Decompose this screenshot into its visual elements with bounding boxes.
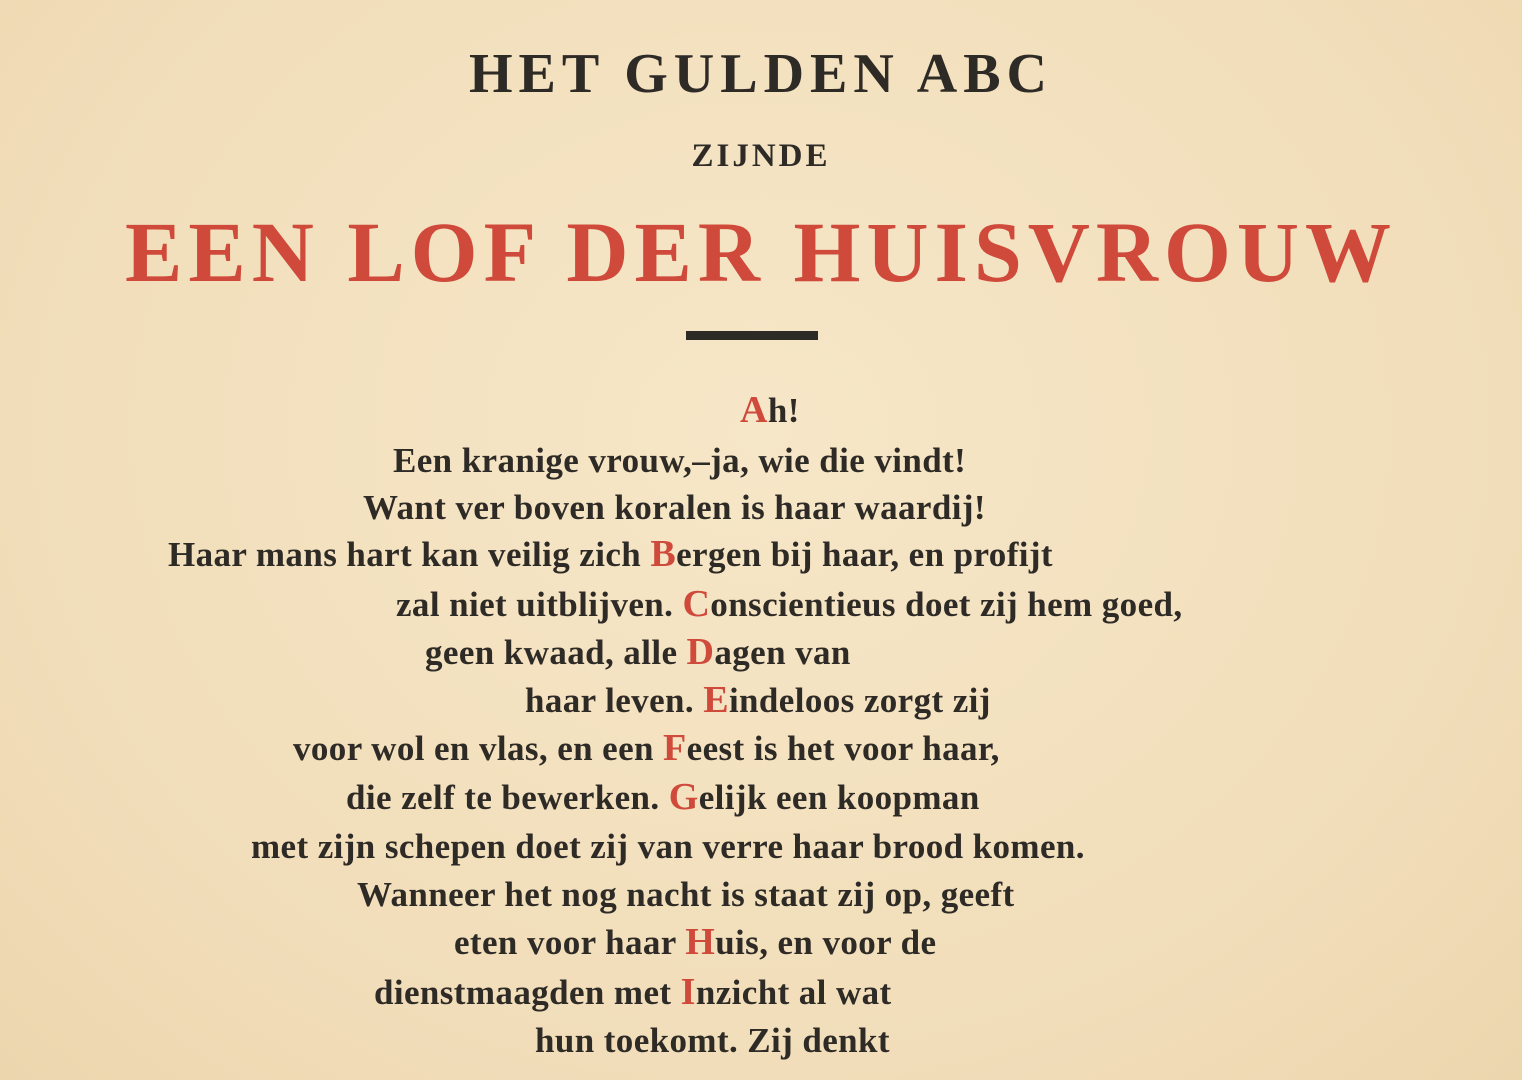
red-initial: H xyxy=(685,921,716,963)
poem-line: dienstmaagden met Inzicht al wat xyxy=(374,971,892,1013)
poem-line: voor wol en vlas, en een Feest is het voor haar, xyxy=(293,727,1000,769)
poem-line: Want ver boven koralen is haar waardij! xyxy=(363,488,986,527)
red-initial: E xyxy=(703,679,729,721)
red-initial: C xyxy=(682,583,711,625)
poem-line: zal niet uitblijven. Conscientieus doet zij hem goed, xyxy=(396,583,1183,625)
poem-line: die zelf te bewerken. Gelijk een koopman xyxy=(346,776,980,818)
red-initial: I xyxy=(680,971,696,1013)
poem-line: eten voor haar Huis, en voor de xyxy=(454,921,937,963)
document-subtitle: ZIJNDE xyxy=(691,138,831,174)
red-initial: D xyxy=(686,631,715,673)
document-heading: EEN LOF DER HUISVROUW xyxy=(124,204,1397,300)
poem-line: Wanneer het nog nacht is staat zij op, geeft xyxy=(357,875,1015,914)
document-title: HET GULDEN ABC xyxy=(469,43,1053,105)
poem-line: hun toekomt. Zij denkt xyxy=(535,1021,890,1060)
red-initial: A xyxy=(740,389,768,431)
poem-line: haar leven. Eindeloos zorgt zij xyxy=(525,679,991,721)
red-initial: B xyxy=(650,533,677,575)
poem-line: Haar mans hart kan veilig zich Bergen bij haar, en profijt xyxy=(168,533,1053,575)
poem-line: Een kranige vrouw,–ja, wie die vindt! xyxy=(393,441,967,480)
red-initial: F xyxy=(663,727,687,769)
red-initial: G xyxy=(668,776,699,818)
poem-line: met zijn schepen doet zij van verre haar brood komen. xyxy=(251,827,1085,866)
poem-line: geen kwaad, alle Dagen van xyxy=(425,631,851,673)
poem-line: Ah! xyxy=(740,389,800,431)
